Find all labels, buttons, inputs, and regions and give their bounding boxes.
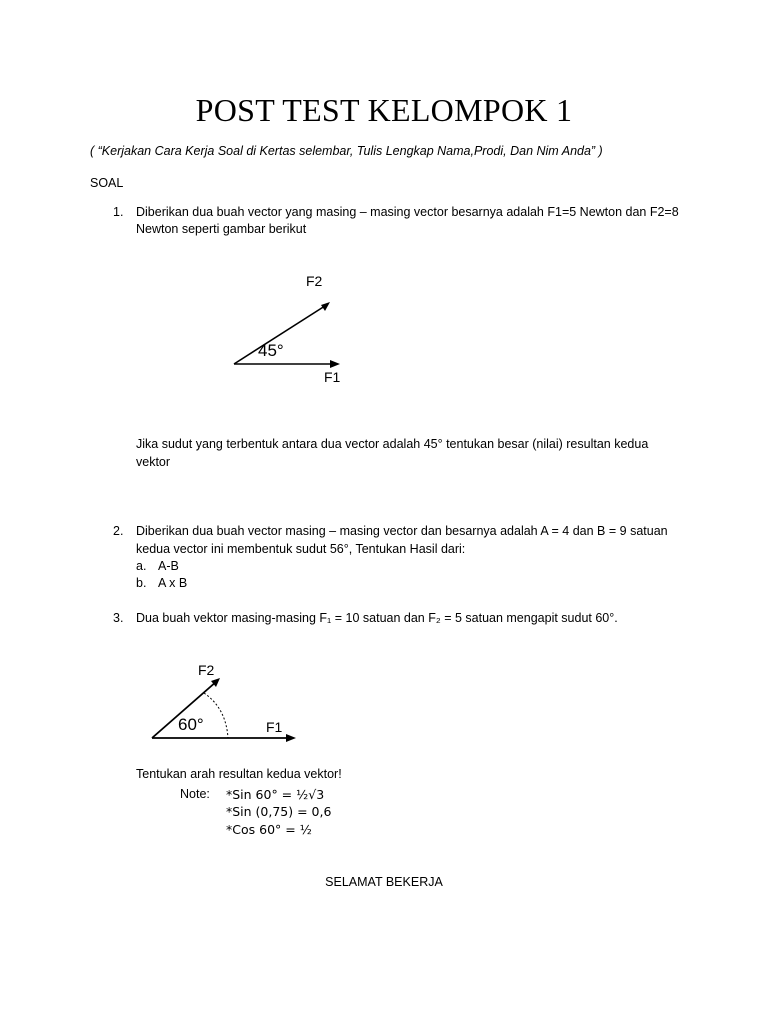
q3-f1-arrowhead xyxy=(286,734,296,742)
q1-number: 1. xyxy=(113,205,124,219)
q2-item-b-text: A x B xyxy=(158,576,188,590)
q3-note-2: *Sin (0,75) = 0,6 xyxy=(226,804,332,819)
q3-vector-figure xyxy=(140,656,300,748)
section-label: SOAL xyxy=(90,176,124,190)
page-title: POST TEST KELOMPOK 1 xyxy=(195,92,573,128)
q1-followup-line2: vektor xyxy=(136,455,171,469)
q3-number: 3. xyxy=(113,611,124,625)
instruction-text: ( “Kerjakan Cara Kerja Soal di Kertas selembar, Tulis Lengkap Nama,Prodi, Dan Nim Anda” ) xyxy=(90,144,603,158)
q1-f2-arrowhead xyxy=(321,302,330,311)
q2-item-a-text: A-B xyxy=(158,559,179,573)
q3-angle-arc xyxy=(204,693,228,738)
closing-text: SELAMAT BEKERJA xyxy=(325,875,443,889)
q3-f1-label: F1 xyxy=(266,719,283,735)
q3-note-3: *Cos 60° = ½ xyxy=(226,822,312,837)
q1-f1-label: F1 xyxy=(324,369,341,385)
q1-vector-figure xyxy=(220,268,360,390)
q1-angle-label: 45° xyxy=(258,341,284,360)
q3-note-1: *Sin 60° = ½√3 xyxy=(226,787,325,802)
q1-f1-arrowhead xyxy=(330,360,340,368)
q1-line1: Diberikan dua buah vector yang masing – masing vector besarnya adalah F1=5 Newton dan F2=8 xyxy=(136,205,679,219)
q2-item-b-marker: b. xyxy=(136,576,147,590)
q3-text: Dua buah vektor masing-masing F₁ = 10 satuan dan F₂ = 5 satuan mengapit sudut 60°. xyxy=(136,611,618,625)
q1-line2: Newton seperti gambar berikut xyxy=(136,222,307,236)
q2-line2: kedua vector ini membentuk sudut 56°, Tentukan Hasil dari: xyxy=(136,542,466,556)
q2-item-a-marker: a. xyxy=(136,559,147,573)
q1-f2-label: F2 xyxy=(306,273,323,289)
q3-f2-label: F2 xyxy=(198,662,215,678)
q3-followup: Tentukan arah resultan kedua vektor! xyxy=(136,767,342,781)
q3-note-label: Note: xyxy=(180,787,210,801)
q2-number: 2. xyxy=(113,524,124,538)
q1-followup-line1: Jika sudut yang terbentuk antara dua vector adalah 45° tentukan besar (nilai) resultan kedua xyxy=(136,437,649,451)
q3-angle-label: 60° xyxy=(178,715,204,734)
q2-line1: Diberikan dua buah vector masing – masing vector dan besarnya adalah A = 4 dan B = 9 satuan xyxy=(136,524,668,538)
